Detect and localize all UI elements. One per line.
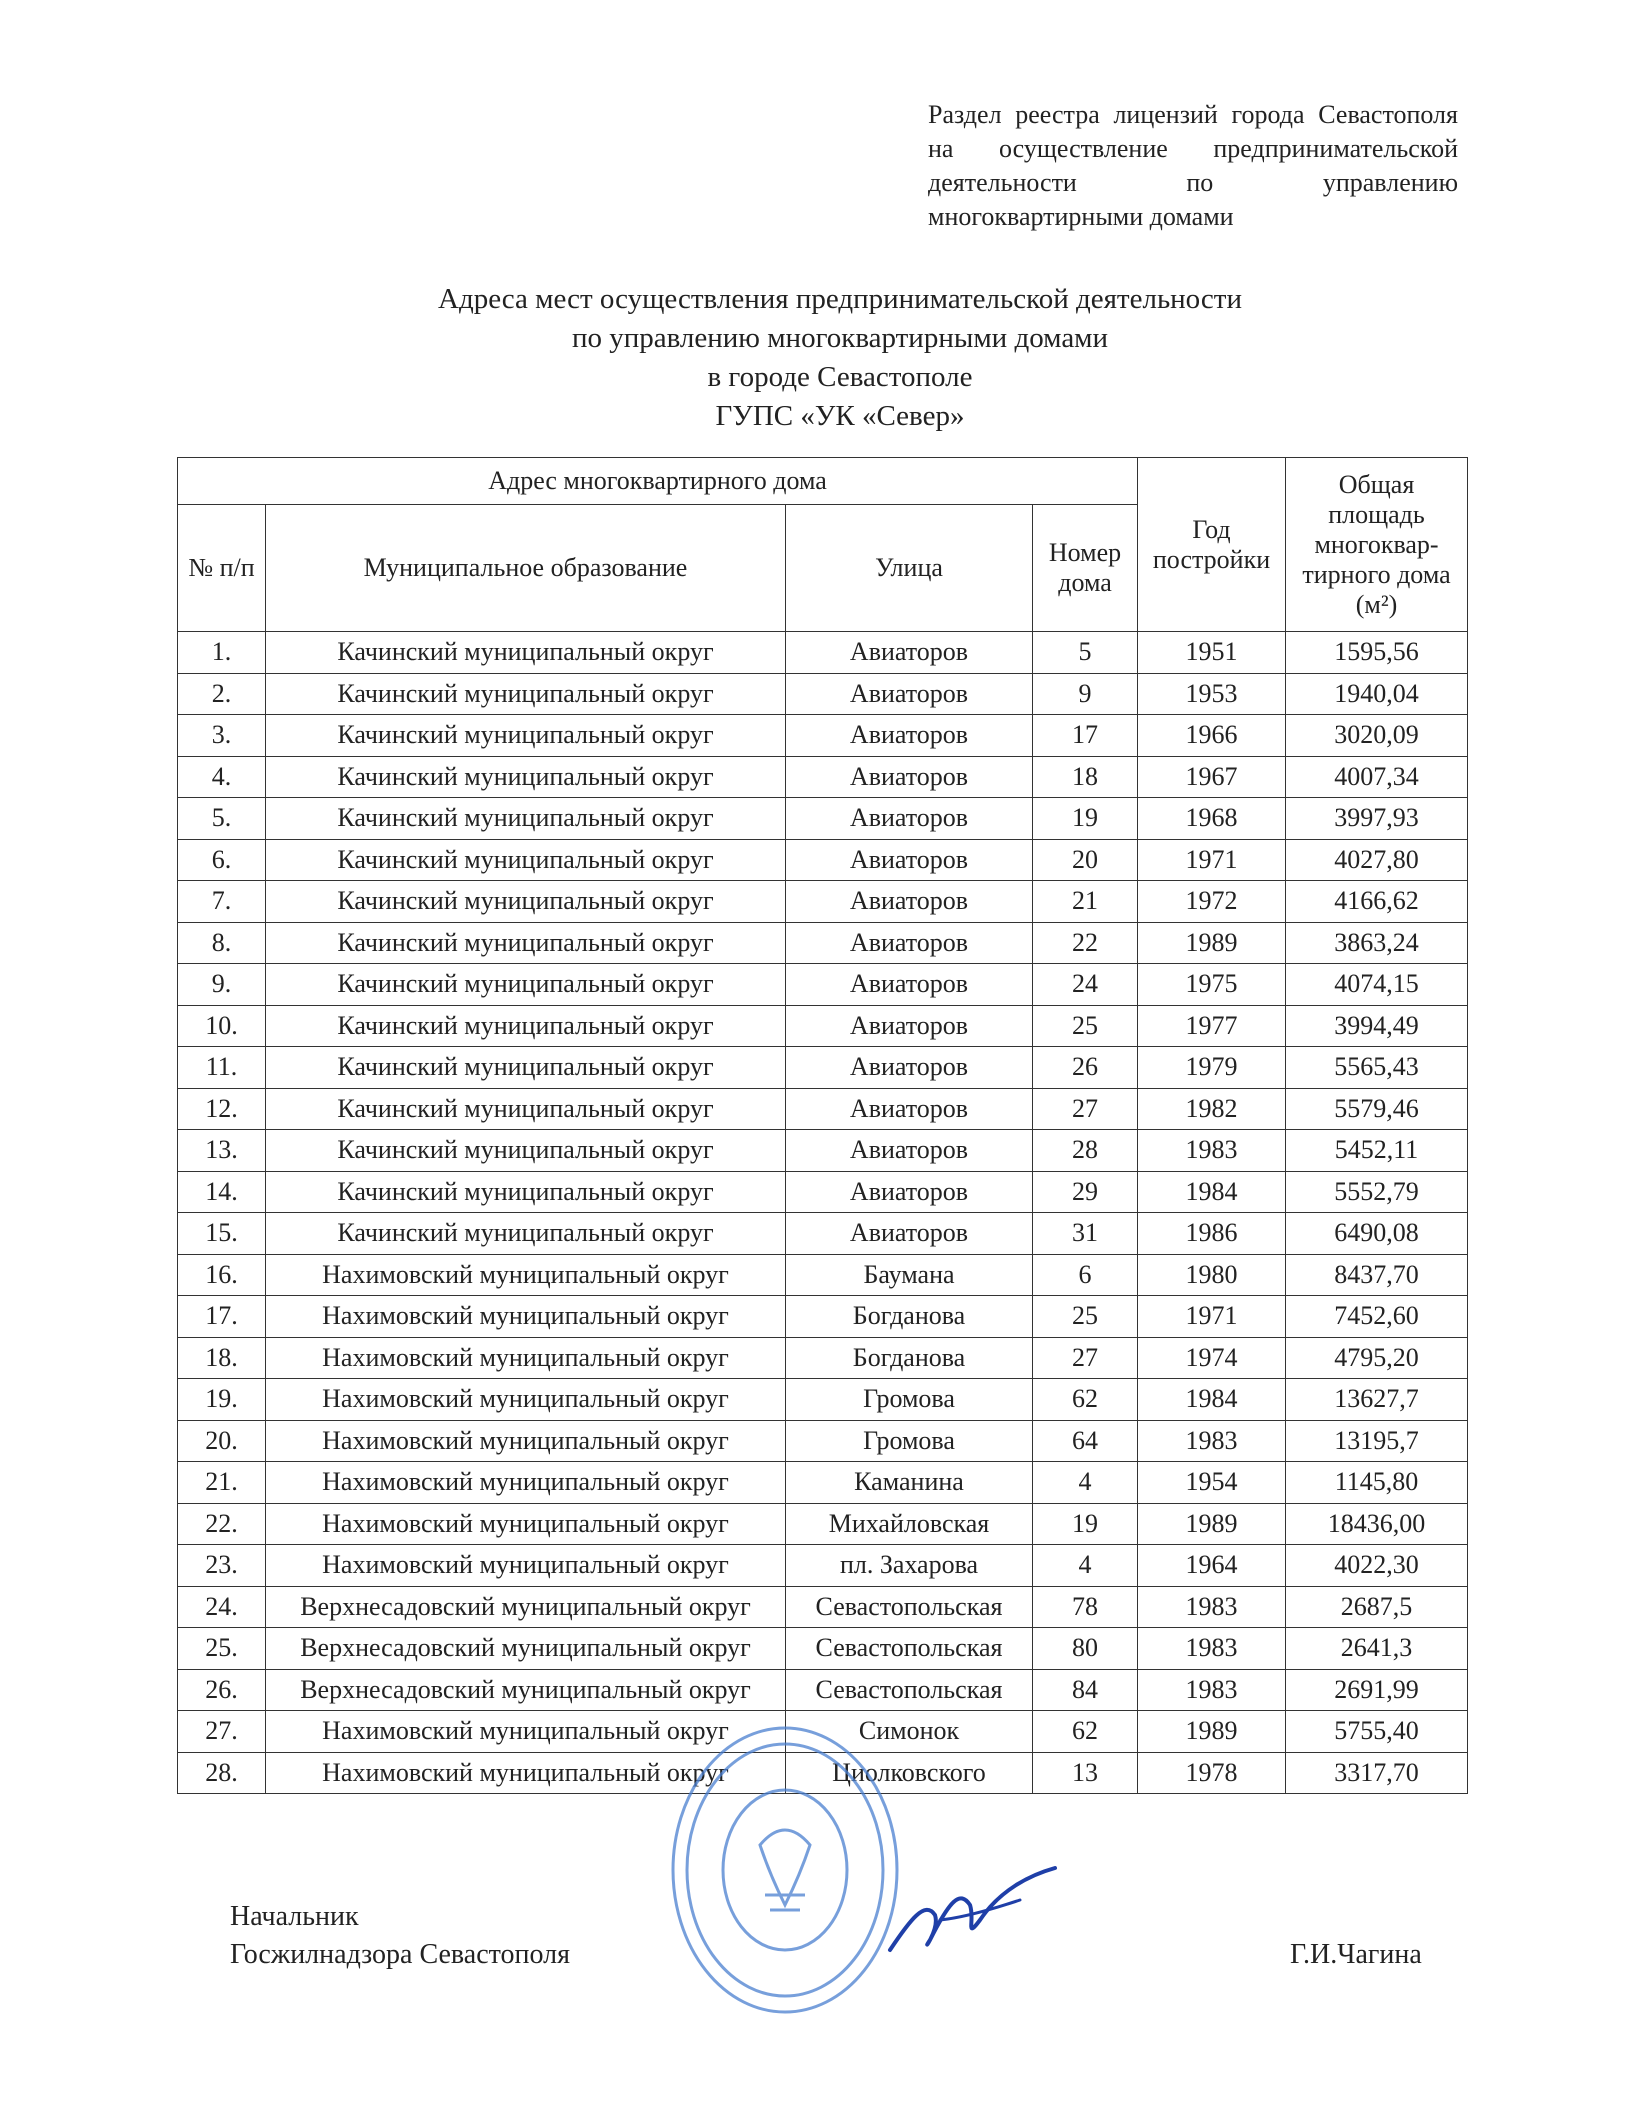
total-area-cell: 18436,00 — [1286, 1503, 1468, 1545]
build-year-cell: 1951 — [1138, 632, 1286, 674]
total-area-cell: 13627,7 — [1286, 1379, 1468, 1421]
street-cell: Авиаторов — [786, 839, 1033, 881]
table-row — [178, 1669, 1468, 1711]
house-number-cell: 78 — [1033, 1586, 1138, 1628]
street-cell: Симонок — [786, 1711, 1033, 1753]
house-number-cell: 6 — [1033, 1254, 1138, 1296]
total-area-cell: 1940,04 — [1286, 673, 1468, 715]
address-table — [177, 457, 1468, 1794]
table-row — [178, 1130, 1468, 1172]
total-area-cell: 1145,80 — [1286, 1462, 1468, 1504]
house-number-cell: 29 — [1033, 1171, 1138, 1213]
house-number-cell: 62 — [1033, 1711, 1138, 1753]
house-number-cell: 13 — [1033, 1752, 1138, 1794]
table-row — [178, 839, 1468, 881]
row-number: 5. — [178, 798, 266, 840]
municipality-cell: Качинский муниципальный округ — [266, 1130, 786, 1172]
total-area-cell: 2691,99 — [1286, 1669, 1468, 1711]
street-cell: Авиаторов — [786, 673, 1033, 715]
street-cell: Авиаторов — [786, 1088, 1033, 1130]
street-cell: Громова — [786, 1379, 1033, 1421]
street-cell: Авиаторов — [786, 1213, 1033, 1255]
build-year-cell: 1989 — [1138, 922, 1286, 964]
row-number: 15. — [178, 1213, 266, 1255]
municipality-cell: Качинский муниципальный округ — [266, 1047, 786, 1089]
row-number: 1. — [178, 632, 266, 674]
row-number: 28. — [178, 1752, 266, 1794]
table-row — [178, 1420, 1468, 1462]
municipality-cell: Нахимовский муниципальный округ — [266, 1462, 786, 1504]
row-number: 12. — [178, 1088, 266, 1130]
street-cell: Громова — [786, 1420, 1033, 1462]
table-row — [178, 881, 1468, 923]
row-number: 25. — [178, 1628, 266, 1670]
table-row — [178, 1213, 1468, 1255]
signatory-name: Г.И.Чагина — [1290, 1939, 1422, 1970]
build-year-cell: 1977 — [1138, 1005, 1286, 1047]
row-number: 17. — [178, 1296, 266, 1338]
house-number-cell: 4 — [1033, 1462, 1138, 1504]
table-body — [178, 632, 1468, 1794]
total-area-cell: 3994,49 — [1286, 1005, 1468, 1047]
street-cell: Севастопольская — [786, 1586, 1033, 1628]
house-number-cell: 64 — [1033, 1420, 1138, 1462]
row-number: 20. — [178, 1420, 266, 1462]
build-year-cell: 1983 — [1138, 1130, 1286, 1172]
table-row — [178, 1586, 1468, 1628]
house-number-cell: 21 — [1033, 881, 1138, 923]
title-line-1: Адреса мест осуществления предпринимательской деятельности — [438, 283, 1242, 315]
street-cell: Авиаторов — [786, 1171, 1033, 1213]
official-seal-stamp — [665, 1720, 905, 2020]
table-row — [178, 756, 1468, 798]
municipality-cell: Качинский муниципальный округ — [266, 1005, 786, 1047]
municipality-cell: Качинский муниципальный округ — [266, 756, 786, 798]
municipality-cell: Качинский муниципальный округ — [266, 964, 786, 1006]
build-year-cell: 1967 — [1138, 756, 1286, 798]
build-year-cell: 1983 — [1138, 1628, 1286, 1670]
street-cell: Михайловская — [786, 1503, 1033, 1545]
build-year-cell: 1979 — [1138, 1047, 1286, 1089]
address-group-header: Адрес многоквартирного дома — [178, 458, 1138, 505]
row-number: 3. — [178, 715, 266, 757]
table-row — [178, 1462, 1468, 1504]
street-cell: Каманина — [786, 1462, 1033, 1504]
row-number: 24. — [178, 1586, 266, 1628]
house-number-cell: 31 — [1033, 1213, 1138, 1255]
total-area-cell: 2687,5 — [1286, 1586, 1468, 1628]
row-number: 23. — [178, 1545, 266, 1587]
row-number: 10. — [178, 1005, 266, 1047]
municipality-header: Муниципальное образование — [266, 505, 786, 632]
build-year-cell: 1989 — [1138, 1711, 1286, 1753]
position-line-2: Госжилнадзора Севастополя — [230, 1939, 570, 1970]
row-number: 2. — [178, 673, 266, 715]
total-area-cell: 5565,43 — [1286, 1047, 1468, 1089]
table-row — [178, 922, 1468, 964]
table-row — [178, 964, 1468, 1006]
total-area-cell: 5552,79 — [1286, 1171, 1468, 1213]
street-cell: Авиаторов — [786, 756, 1033, 798]
street-cell: Авиаторов — [786, 632, 1033, 674]
row-number: 16. — [178, 1254, 266, 1296]
build-year-cell: 1971 — [1138, 839, 1286, 881]
table-row — [178, 1254, 1468, 1296]
house-number-cell: 17 — [1033, 715, 1138, 757]
document-title — [180, 280, 1500, 436]
build-year-cell: 1953 — [1138, 673, 1286, 715]
total-area-cell: 2641,3 — [1286, 1628, 1468, 1670]
municipality-cell: Качинский муниципальный округ — [266, 798, 786, 840]
house-number-cell: 19 — [1033, 798, 1138, 840]
total-area-cell: 4074,15 — [1286, 964, 1468, 1006]
street-cell: пл. Захарова — [786, 1545, 1033, 1587]
municipality-cell: Качинский муниципальный округ — [266, 1088, 786, 1130]
build-year-cell: 1964 — [1138, 1545, 1286, 1587]
build-year-cell: 1968 — [1138, 798, 1286, 840]
row-number: 14. — [178, 1171, 266, 1213]
street-cell: Авиаторов — [786, 798, 1033, 840]
street-cell: Авиаторов — [786, 922, 1033, 964]
total-area-cell: 3863,24 — [1286, 922, 1468, 964]
municipality-cell: Качинский муниципальный округ — [266, 632, 786, 674]
build-year-cell: 1975 — [1138, 964, 1286, 1006]
street-cell: Авиаторов — [786, 1130, 1033, 1172]
street-cell: Авиаторов — [786, 1005, 1033, 1047]
street-cell: Богданова — [786, 1337, 1033, 1379]
build-year-cell: 1971 — [1138, 1296, 1286, 1338]
title-line-2: по управлению многоквартирными домами — [571, 322, 1109, 354]
total-area-cell: 4007,34 — [1286, 756, 1468, 798]
build-year-cell: 1966 — [1138, 715, 1286, 757]
street-cell: Авиаторов — [786, 715, 1033, 757]
municipality-cell: Нахимовский муниципальный округ — [266, 1296, 786, 1338]
row-number: 19. — [178, 1379, 266, 1421]
row-number: 7. — [178, 881, 266, 923]
municipality-cell: Нахимовский муниципальный округ — [266, 1711, 786, 1753]
total-area-cell: 4022,30 — [1286, 1545, 1468, 1587]
municipality-cell: Нахимовский муниципальный округ — [266, 1337, 786, 1379]
row-number: 9. — [178, 964, 266, 1006]
year-header: Год постройки — [1138, 458, 1286, 632]
total-area-cell: 3317,70 — [1286, 1752, 1468, 1794]
build-year-cell: 1978 — [1138, 1752, 1286, 1794]
total-area-cell: 3997,93 — [1286, 798, 1468, 840]
row-number: 13. — [178, 1130, 266, 1172]
table-row — [178, 1171, 1468, 1213]
total-area-cell: 3020,09 — [1286, 715, 1468, 757]
municipality-cell: Качинский муниципальный округ — [266, 673, 786, 715]
total-area-cell: 4027,80 — [1286, 839, 1468, 881]
municipality-cell: Нахимовский муниципальный округ — [266, 1420, 786, 1462]
municipality-cell: Верхнесадовский муниципальный округ — [266, 1669, 786, 1711]
table-row — [178, 1088, 1468, 1130]
total-area-cell: 1595,56 — [1286, 632, 1468, 674]
area-header-unit: (м²) — [1355, 589, 1398, 619]
total-area-cell: 5579,46 — [1286, 1088, 1468, 1130]
house-number-cell: 25 — [1033, 1005, 1138, 1047]
house-number-cell: 24 — [1033, 964, 1138, 1006]
table-row — [178, 1005, 1468, 1047]
build-year-cell: 1983 — [1138, 1586, 1286, 1628]
area-header — [1286, 458, 1468, 632]
build-year-cell: 1989 — [1138, 1503, 1286, 1545]
table-row — [178, 1379, 1468, 1421]
number-header: № п/п — [178, 505, 266, 632]
municipality-cell: Качинский муниципальный округ — [266, 1171, 786, 1213]
house-number-cell: 80 — [1033, 1628, 1138, 1670]
house-header: Номер дома — [1033, 505, 1138, 632]
build-year-cell: 1986 — [1138, 1213, 1286, 1255]
table-row — [178, 1047, 1468, 1089]
street-cell: Баумана — [786, 1254, 1033, 1296]
house-number-cell: 25 — [1033, 1296, 1138, 1338]
title-line-4: ГУПС «УК «Север» — [715, 400, 965, 432]
build-year-cell: 1954 — [1138, 1462, 1286, 1504]
house-number-cell: 27 — [1033, 1088, 1138, 1130]
table-row — [178, 632, 1468, 674]
row-number: 8. — [178, 922, 266, 964]
table-row — [178, 1503, 1468, 1545]
total-area-cell: 7452,60 — [1286, 1296, 1468, 1338]
row-number: 21. — [178, 1462, 266, 1504]
build-year-cell: 1983 — [1138, 1420, 1286, 1462]
house-number-cell: 62 — [1033, 1379, 1138, 1421]
street-cell: Циолковского — [786, 1752, 1033, 1794]
municipality-cell: Верхнесадовский муниципальный округ — [266, 1586, 786, 1628]
street-cell: Богданова — [786, 1296, 1033, 1338]
build-year-cell: 1984 — [1138, 1171, 1286, 1213]
total-area-cell: 5755,40 — [1286, 1711, 1468, 1753]
signatory-position — [230, 1898, 570, 1974]
house-number-cell: 26 — [1033, 1047, 1138, 1089]
build-year-cell: 1974 — [1138, 1337, 1286, 1379]
row-number: 6. — [178, 839, 266, 881]
row-number: 11. — [178, 1047, 266, 1089]
municipality-cell: Верхнесадовский муниципальный округ — [266, 1628, 786, 1670]
position-line-1: Начальник — [230, 1901, 359, 1932]
house-number-cell: 18 — [1033, 756, 1138, 798]
municipality-cell: Качинский муниципальный округ — [266, 881, 786, 923]
house-number-cell: 4 — [1033, 1545, 1138, 1587]
table-row — [178, 1337, 1468, 1379]
house-number-cell: 5 — [1033, 632, 1138, 674]
street-cell: Авиаторов — [786, 1047, 1033, 1089]
table-row — [178, 715, 1468, 757]
municipality-cell: Нахимовский муниципальный округ — [266, 1503, 786, 1545]
municipality-cell: Нахимовский муниципальный округ — [266, 1752, 786, 1794]
house-number-cell: 27 — [1033, 1337, 1138, 1379]
total-area-cell: 5452,11 — [1286, 1130, 1468, 1172]
municipality-cell: Нахимовский муниципальный округ — [266, 1254, 786, 1296]
municipality-cell: Нахимовский муниципальный округ — [266, 1379, 786, 1421]
row-number: 4. — [178, 756, 266, 798]
area-header-label: Общая площадь многоквар-тирного дома — [1302, 469, 1451, 589]
house-number-cell: 20 — [1033, 839, 1138, 881]
total-area-cell: 4166,62 — [1286, 881, 1468, 923]
table-row — [178, 1296, 1468, 1338]
title-line-3: в городе Севастополе — [707, 361, 973, 393]
total-area-cell: 8437,70 — [1286, 1254, 1468, 1296]
build-year-cell: 1980 — [1138, 1254, 1286, 1296]
street-cell: Севастопольская — [786, 1628, 1033, 1670]
row-number: 22. — [178, 1503, 266, 1545]
street-header: Улица — [786, 505, 1033, 632]
total-area-cell: 6490,08 — [1286, 1213, 1468, 1255]
table-row — [178, 1545, 1468, 1587]
street-cell: Севастопольская — [786, 1669, 1033, 1711]
build-year-cell: 1983 — [1138, 1669, 1286, 1711]
house-number-cell: 19 — [1033, 1503, 1138, 1545]
municipality-cell: Качинский муниципальный округ — [266, 715, 786, 757]
build-year-cell: 1984 — [1138, 1379, 1286, 1421]
table-row — [178, 673, 1468, 715]
table-row — [178, 798, 1468, 840]
registry-section-note: Раздел реестра лицензий города Севастополя на осуществление предпринимательской деятельности по управлению многоквартирными домами — [928, 100, 1458, 231]
street-cell: Авиаторов — [786, 881, 1033, 923]
street-cell: Авиаторов — [786, 964, 1033, 1006]
municipality-cell: Качинский муниципальный округ — [266, 1213, 786, 1255]
house-number-cell: 22 — [1033, 922, 1138, 964]
build-year-cell: 1972 — [1138, 881, 1286, 923]
row-number: 18. — [178, 1337, 266, 1379]
row-number: 27. — [178, 1711, 266, 1753]
row-number: 26. — [178, 1669, 266, 1711]
house-number-cell: 9 — [1033, 673, 1138, 715]
municipality-cell: Нахимовский муниципальный округ — [266, 1545, 786, 1587]
total-area-cell: 4795,20 — [1286, 1337, 1468, 1379]
municipality-cell: Качинский муниципальный округ — [266, 839, 786, 881]
table-row — [178, 1628, 1468, 1670]
total-area-cell: 13195,7 — [1286, 1420, 1468, 1462]
handwritten-signature — [880, 1860, 1060, 1970]
house-number-cell: 28 — [1033, 1130, 1138, 1172]
municipality-cell: Качинский муниципальный округ — [266, 922, 786, 964]
build-year-cell: 1982 — [1138, 1088, 1286, 1130]
house-number-cell: 84 — [1033, 1669, 1138, 1711]
